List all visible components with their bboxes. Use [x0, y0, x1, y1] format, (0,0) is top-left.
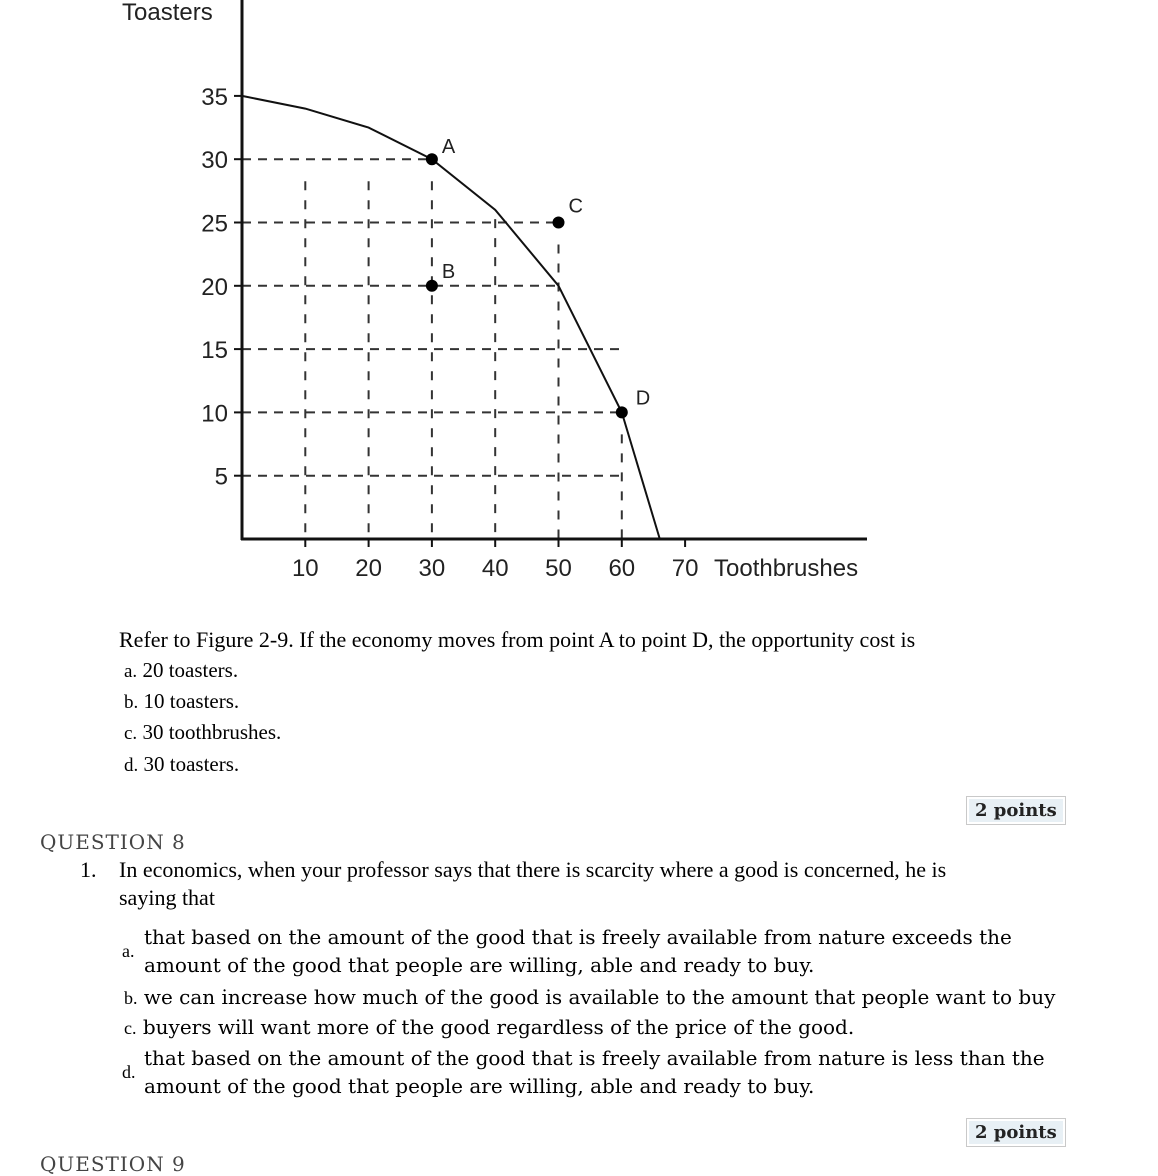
question-heading: QUESTION 9 — [40, 1152, 186, 1176]
option-letter: d. — [122, 1062, 136, 1082]
point-label-C: C — [568, 195, 583, 218]
x-tick-label: 50 — [545, 555, 572, 582]
y-tick-label: 25 — [201, 210, 228, 238]
y-axis-label: Toasters — [122, 0, 213, 26]
x-tick-label: 20 — [355, 555, 382, 582]
point-label-B: B — [441, 260, 456, 283]
x-tick-label: 40 — [481, 555, 509, 582]
x-tick-label: 30 — [418, 555, 446, 582]
point-label-A: A — [441, 136, 456, 159]
option-b[interactable]: b. we can increase how much of the good is available to the amount that people want to buy — [124, 985, 1056, 1009]
point-label-D: D — [635, 387, 651, 410]
option-text-line1: that based on the amount of the good that is freely available from nature exceeds the — [144, 925, 1012, 949]
option-text-line2: amount of the good that people are willing, able and ready to buy. — [144, 953, 815, 977]
x-axis-label: Toothbrushes — [714, 555, 859, 582]
y-tick-label: 35 — [201, 83, 228, 111]
question-stem-line1: In economics, when your professor says that there is scarcity where a good is concerned, he is — [119, 857, 947, 882]
point-marker-B — [426, 280, 438, 292]
points-badge: 2 points — [966, 1118, 1066, 1147]
y-tick-label: 5 — [214, 463, 228, 491]
y-tick-label: 10 — [201, 400, 228, 428]
x-tick-label: 10 — [291, 555, 319, 582]
option-c[interactable]: c. buyers will want more of the good regardless of the price of the good. — [124, 1015, 855, 1039]
x-tick-label: 70 — [671, 555, 699, 582]
option-letter: a. — [122, 941, 135, 961]
point-marker-C — [553, 217, 565, 229]
option-text-line1: that based on the amount of the good that is freely available from nature is less than the — [144, 1046, 1045, 1070]
x-tick-label: 60 — [608, 555, 636, 582]
question-heading: QUESTION 8 — [40, 830, 186, 854]
option-b[interactable]: b. 10 toasters. — [124, 689, 240, 713]
question-stem: Refer to Figure 2-9. If the economy moves from point A to point D, the opportunity cost is — [119, 627, 916, 652]
option-c[interactable]: c. 30 toothbrushes. — [124, 720, 282, 744]
chart-grid — [242, 159, 622, 539]
y-tick-label: 15 — [201, 337, 228, 365]
option-text-line2: amount of the good that people are willing, able and ready to buy. — [144, 1074, 815, 1098]
point-marker-A — [426, 153, 438, 165]
point-marker-D — [616, 406, 628, 418]
y-tick-label: 30 — [201, 147, 228, 175]
option-a[interactable]: a. 20 toasters. — [124, 658, 239, 682]
y-tick-label: 20 — [201, 273, 228, 301]
question-number: 1. — [80, 857, 97, 882]
question-stem-line2: saying that — [119, 885, 215, 910]
points-badge: 2 points — [966, 796, 1066, 825]
option-d[interactable]: d. 30 toasters. — [124, 752, 240, 776]
